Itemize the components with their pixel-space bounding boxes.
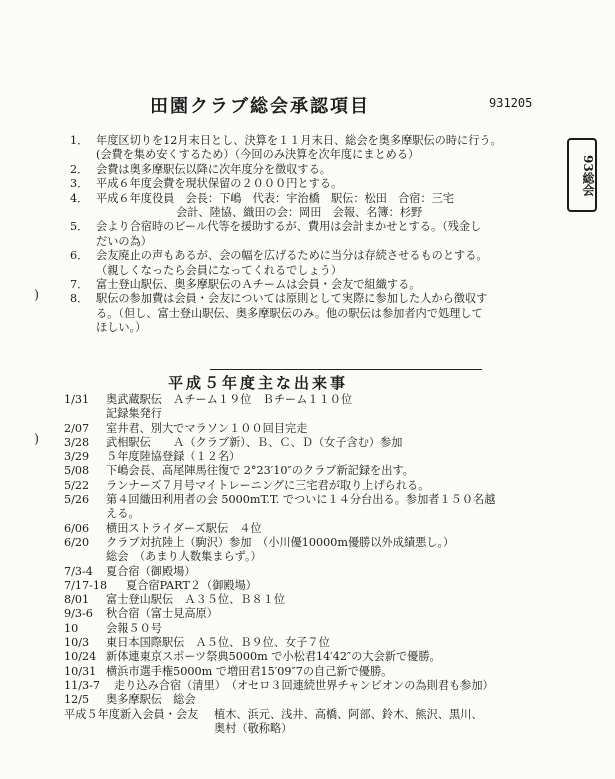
event-text-continued: 総会 （あまり人数集まらず。） [106, 550, 262, 564]
event-entry [64, 565, 564, 579]
approval-item [70, 192, 565, 206]
event-entry [64, 579, 564, 593]
event-entry [64, 436, 564, 450]
event-text: 第４回織田利用者の会 5000mT.T. でついに１４分台出る。参加者１５０名越 [106, 493, 496, 507]
new-members-label: 平成５年度新入会員・会友 [64, 707, 199, 721]
event-date: 12/5 [64, 693, 90, 707]
event-entry [64, 593, 564, 607]
event-entry [64, 536, 564, 550]
event-date: 9/3-6 [64, 607, 93, 621]
event-text: 室井君、別大でマラソン１００回目完走 [106, 421, 308, 435]
approval-item [70, 220, 565, 234]
margin-mark: ) [34, 432, 40, 447]
event-entry [64, 693, 564, 707]
item-number: 8． [70, 292, 89, 306]
approval-item [70, 292, 565, 306]
item-text: 平成６年度役員 会長：下嶋 代表：宇治橋 駅伝：松田 合宿：三宅 [96, 191, 455, 205]
event-entry [64, 479, 564, 493]
event-date: 10/31 [64, 664, 97, 678]
event-text: ５年度陸協登録（１２名） [106, 450, 241, 464]
approval-item [70, 163, 565, 177]
event-date: 1/31 [64, 393, 90, 406]
event-text: 新体連東京スポーツ祭典5000m で小松君14′42″の大会新で優勝。 [106, 650, 441, 664]
approval-item [70, 177, 565, 191]
event-entry [64, 665, 564, 679]
event-text: 秋合宿（富士見高原） [106, 607, 218, 621]
approval-item [70, 134, 565, 148]
event-entry [64, 622, 564, 636]
event-text: 会報５０号 [106, 621, 162, 635]
item-text-continued: (会費を集め安くするため）（今回のみ決算を次年度にまとめる） [96, 148, 420, 162]
events-title: 平成５年度主な出来事 [168, 374, 349, 392]
item-text: 会費は奥多摩駅伝以降に次年度分を徴収する。 [96, 162, 331, 176]
event-text-continued: 記録集発行 [106, 407, 162, 421]
event-text: 走り込み合宿（清里） （オセロ３回連続世界チャンピオンの為則君も参加） [114, 678, 494, 692]
event-text: ランナーズ７月号マイトレーニングに三宅君が取り上げられる。 [106, 478, 430, 492]
event-entry [64, 393, 564, 407]
event-text: 奥多摩駅伝 総会 [106, 693, 196, 707]
item-text: 平成６年度会費を現状保留の２０００円とする。 [96, 177, 343, 191]
event-text: 奥武蔵駅伝 Ａチーム１９位 Ｂチーム１１０位 [106, 393, 353, 406]
event-date: 2/07 [64, 421, 90, 435]
event-entry [64, 493, 564, 507]
new-members-entry [64, 708, 564, 722]
event-entry [64, 607, 564, 621]
event-text: 東日本国際駅伝 Ａ５位、Ｂ９位、女子７位 [106, 636, 330, 650]
events-list [64, 393, 564, 736]
approval-item [70, 249, 565, 263]
item-text: 富士登山駅伝、奥多摩駅伝のＡチームは会員・会友で組織する。 [96, 278, 421, 292]
event-date: 3/29 [64, 450, 90, 464]
item-number: 5． [70, 220, 89, 234]
event-entry [64, 422, 564, 436]
event-text: 富士登山駅伝 Ａ３５位、Ｂ８１位 [106, 593, 286, 607]
margin-mark: ) [34, 288, 40, 303]
event-text: 横田ストライダーズ駅伝 ４位 [106, 521, 262, 535]
document-title: 田園クラブ総会承認項目 [150, 96, 370, 117]
event-entry [64, 522, 564, 536]
event-date: 11/3-7 [64, 678, 101, 692]
event-date: 7/3-4 [64, 564, 93, 578]
item-text: 駅伝の参加費は会員・会友については原則として実際に参加した人から徴収す [96, 292, 488, 306]
event-date: 6/20 [64, 535, 90, 549]
event-date: 7/17-18 [64, 578, 108, 592]
item-text: 会友廃止の声もあるが、会の幅を広げるために当分は存続させるものとする。 [96, 249, 488, 263]
item-number: 2． [70, 162, 89, 176]
event-entry [64, 636, 564, 650]
event-date: 8/01 [64, 593, 90, 607]
event-entry [64, 679, 564, 693]
item-number: 3． [70, 177, 89, 191]
item-text-continued: 会計、陸協、織田の会：岡田 会報、名簿：杉野 [176, 206, 423, 220]
document-code: 931205 [489, 96, 533, 110]
meeting-stamp: 93総会 [567, 138, 597, 212]
event-entry [64, 464, 564, 478]
event-date: 5/22 [64, 478, 90, 492]
event-text-continued: える。 [106, 507, 140, 521]
item-text: 年度区切りを12月末日とし、決算を１１月末日、総会を奥多摩駅伝の時に行う。 [96, 134, 502, 147]
event-text: 夏合宿PART２（御殿場） [126, 578, 257, 592]
section-divider [210, 369, 482, 370]
item-number: 4． [70, 191, 89, 205]
event-date: 10 [64, 621, 79, 635]
event-entry [64, 650, 564, 664]
approval-item [70, 278, 565, 292]
item-text-continued: る。（但し、富士登山駅伝、奥多摩駅伝のみ。他の駅伝は参加者内で処理して [96, 306, 483, 320]
event-entry [64, 450, 564, 464]
approval-items-list [70, 134, 565, 336]
event-date: 10/24 [64, 650, 97, 664]
event-date: 6/06 [64, 521, 90, 535]
new-members-names: 植木、浜元、浅井、高橋、阿部、鈴木、熊沢、黒川、 [214, 707, 483, 721]
event-text: 横浜市選手権5000m で増田君15′09″7の自己新で優勝。 [106, 664, 393, 678]
event-text: クラブ対抗陸上（駒沢）参加 （小川優10000m優勝以外成績悪し。） [106, 535, 455, 549]
event-date: 5/26 [64, 493, 90, 507]
item-text-continued: だいの為） [96, 234, 152, 248]
event-date: 10/3 [64, 636, 90, 650]
item-number: 6． [70, 249, 89, 263]
item-text-continued: ほしい。） [96, 321, 147, 335]
event-text: 武相駅伝 Ａ（クラブ新）、Ｂ、Ｃ、Ｄ（女子含む）参加 [106, 435, 403, 449]
event-text: 下嶋会長、高尾陣馬往復で 2°23′10″のクラブ新記録を出す。 [106, 464, 414, 478]
item-number: 7． [70, 278, 89, 292]
event-date: 3/28 [64, 435, 90, 449]
new-members-names-continued: 奥村（敬称略） [214, 721, 293, 735]
item-text: 会より合宿時のビール代等を援助するが、費用は会計まかせとする。（残金し [96, 220, 482, 234]
event-date: 5/08 [64, 464, 90, 478]
item-number: 1． [70, 134, 89, 147]
event-text: 夏合宿（御殿場） [106, 564, 196, 578]
item-text-continued: （親しくなったら会員になってくれるでしょう） [96, 263, 343, 277]
